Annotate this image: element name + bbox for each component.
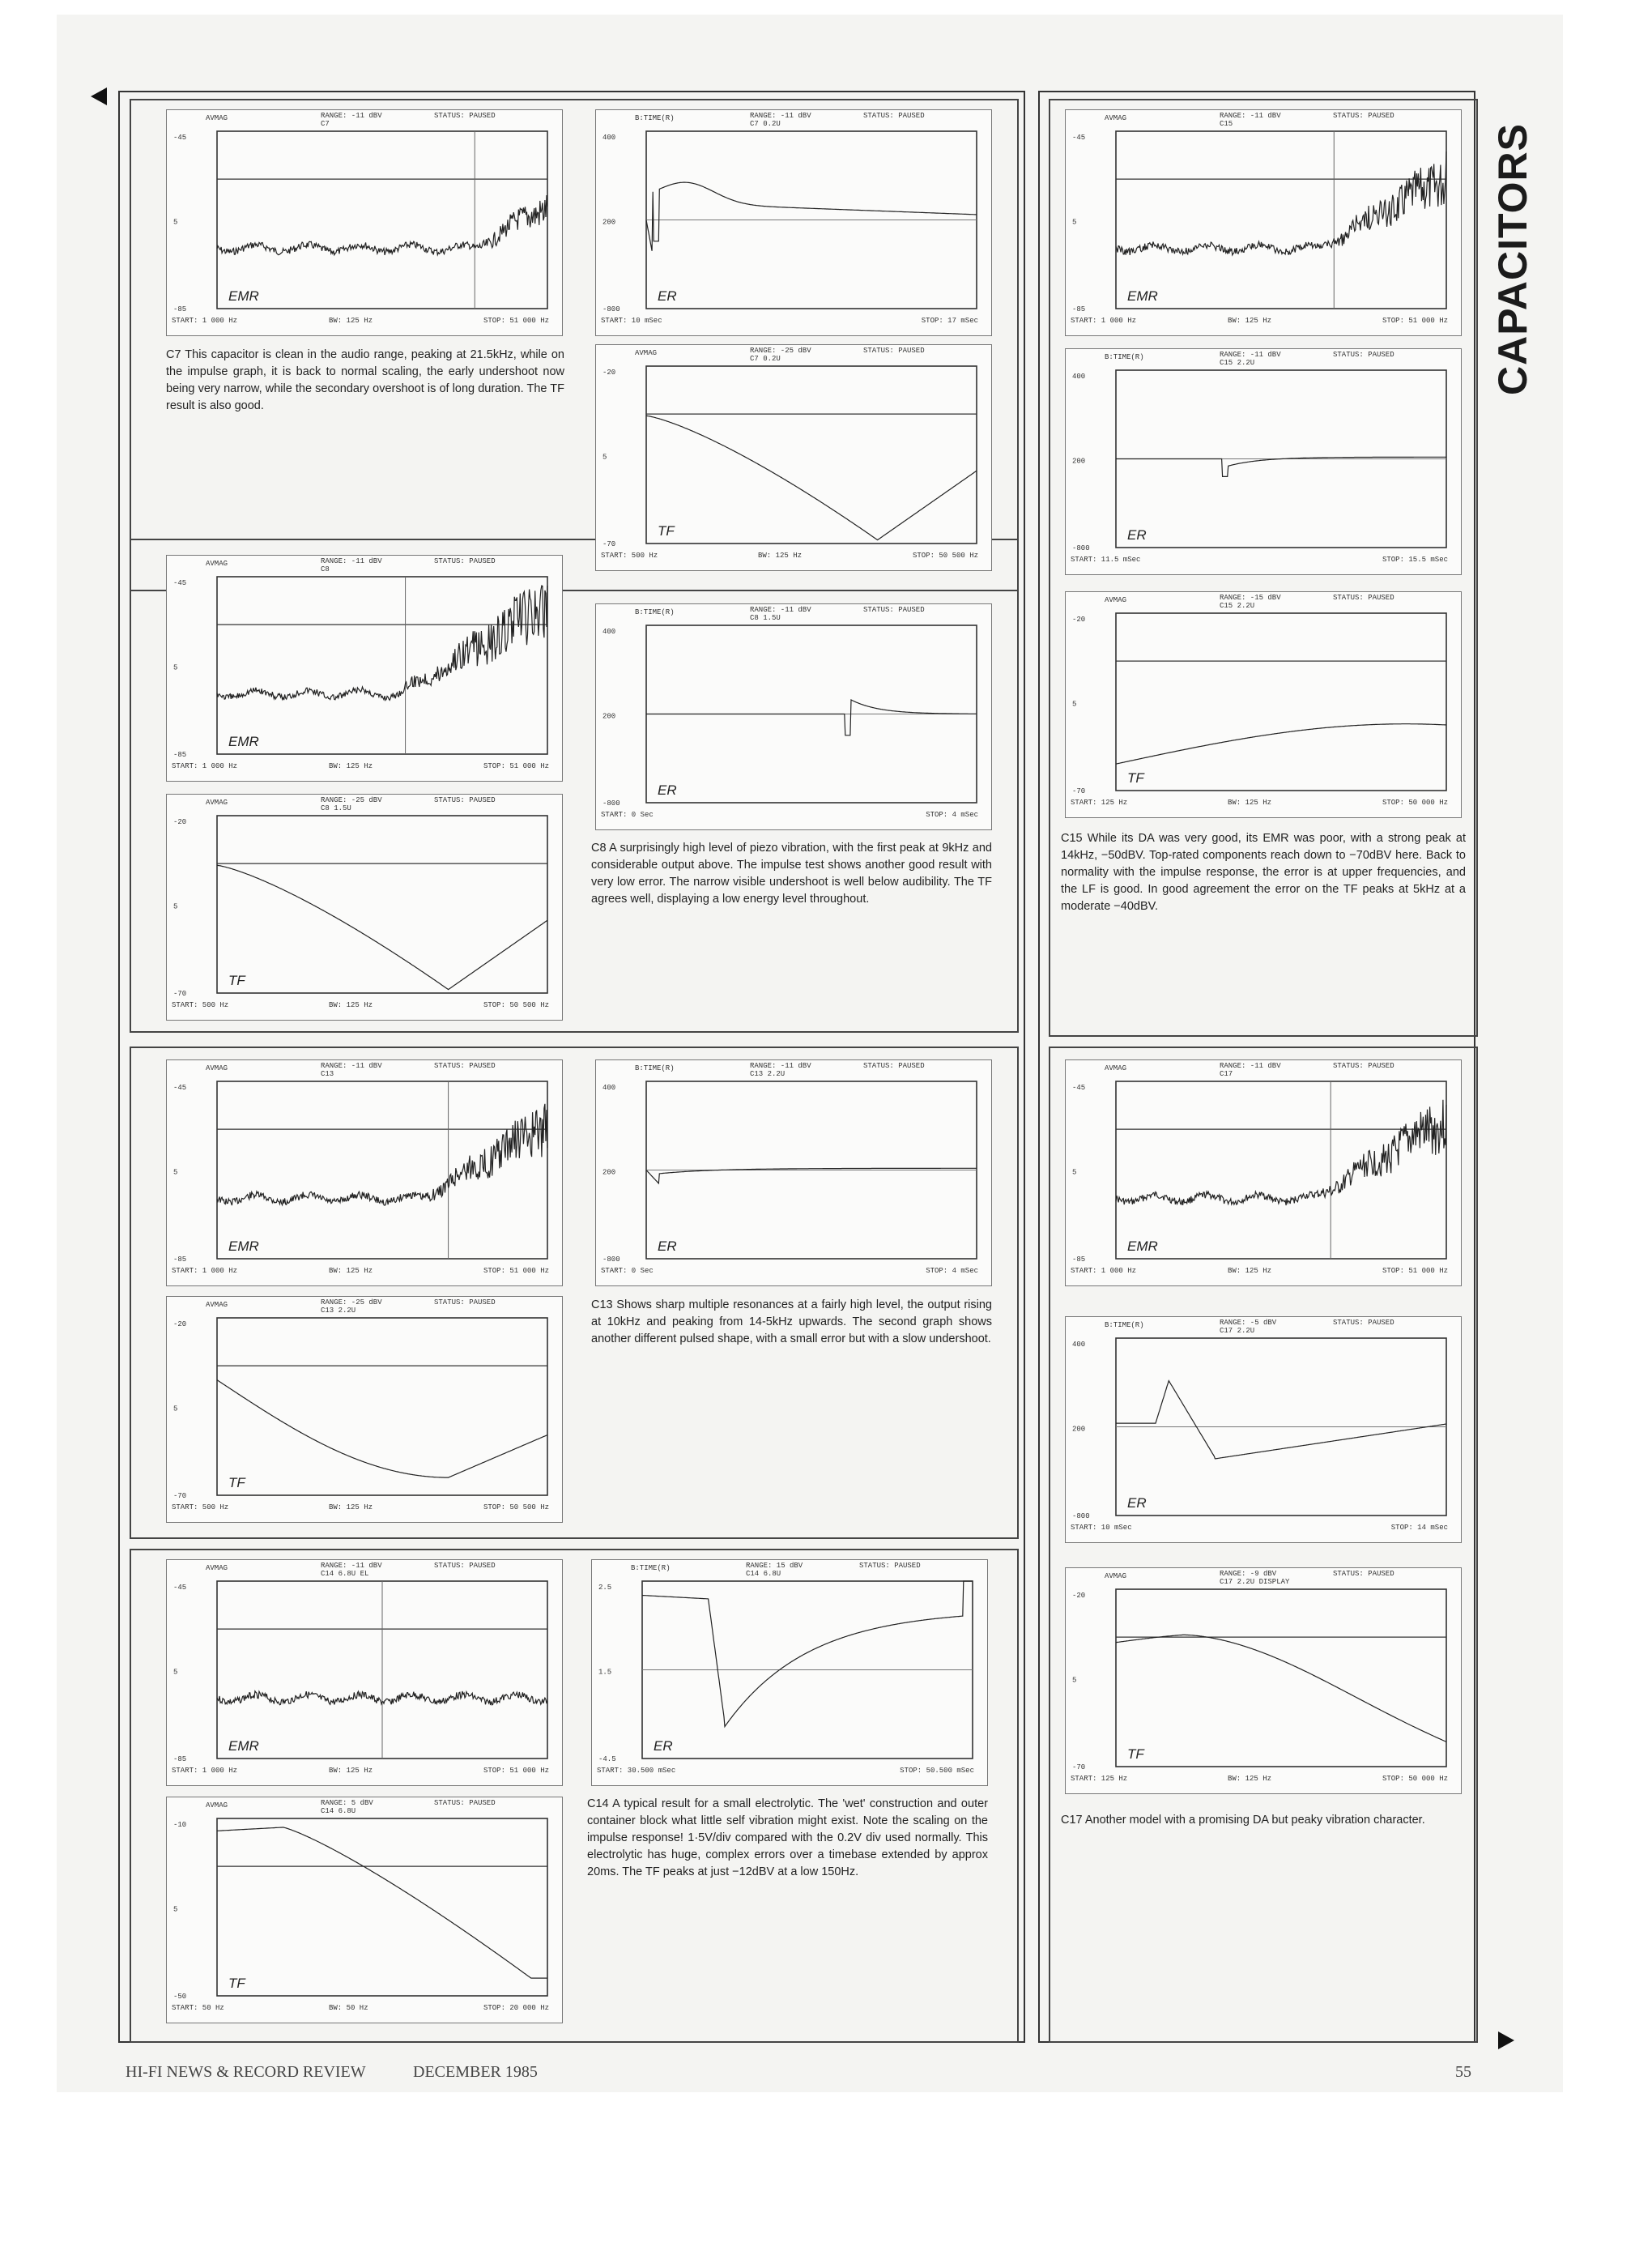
curve-label: ER bbox=[1127, 1495, 1147, 1511]
plot-header-range: RANGE: -25 dBV bbox=[321, 796, 382, 804]
x-stop-label: STOP: 50 500 Hz bbox=[912, 552, 978, 560]
response-trace bbox=[646, 416, 977, 539]
x-stop-label: STOP: 51 000 Hz bbox=[1382, 1267, 1448, 1275]
plot-header-mode: B:TIME(R) bbox=[635, 1064, 675, 1072]
x-start-label: START: 10 mSec bbox=[601, 317, 662, 325]
y-tick-top: -20 bbox=[173, 1320, 187, 1328]
plot-header-range: RANGE: -11 dBV bbox=[750, 112, 811, 120]
caption-c14: C14 A typical result for a small electrolytic. The 'wet' construction and outer container block what little self vibration might exist. Note the scaling on the impulse response! 1·5V/div compared with the 0.2V div used normally. This electrolytic has huge, complex errors over a timebase extended by approx 20ms. The TF peaks at just −12dBV at a low 150Hz. bbox=[587, 1797, 988, 1878]
y-tick-mid: 5 bbox=[1072, 218, 1077, 227]
y-tick-top: 400 bbox=[602, 134, 616, 142]
plot-header-status: STATUS: PAUSED bbox=[863, 112, 925, 120]
plot-header-mode: AVMAG bbox=[635, 349, 658, 357]
plot-header-mode: B:TIME(R) bbox=[631, 1564, 671, 1572]
x-start-label: START: 1 000 Hz bbox=[172, 1267, 238, 1275]
bandwidth-label: BW: 125 Hz bbox=[329, 762, 373, 770]
y-tick-bottom: -85 bbox=[1072, 305, 1086, 313]
plot-frame bbox=[217, 816, 547, 993]
y-tick-top: 400 bbox=[602, 628, 616, 636]
plot-header-mode: AVMAG bbox=[206, 1801, 228, 1810]
response-trace bbox=[646, 182, 977, 251]
plot-header-range: RANGE: -11 dBV bbox=[321, 1562, 382, 1570]
plot-header-mode: AVMAG bbox=[206, 1064, 228, 1072]
y-tick-mid: 5 bbox=[602, 453, 607, 462]
x-stop-label: STOP: 51 000 Hz bbox=[483, 317, 549, 325]
plot-header-id: C15 bbox=[1220, 120, 1233, 128]
y-tick-top: -45 bbox=[173, 579, 187, 587]
x-stop-label: STOP: 4 mSec bbox=[926, 811, 978, 819]
plot-header-range: RANGE: -11 dBV bbox=[750, 606, 811, 614]
plot-frame bbox=[217, 131, 547, 309]
plot-header-id: C13 2.2U bbox=[321, 1307, 356, 1315]
x-start-label: START: 11.5 mSec bbox=[1071, 556, 1141, 564]
curve-label: EMR bbox=[228, 1238, 259, 1254]
plot-header-status: STATUS: PAUSED bbox=[863, 606, 925, 614]
x-start-label: START: 1 000 Hz bbox=[172, 762, 238, 770]
bandwidth-label: BW: 125 Hz bbox=[329, 1503, 373, 1511]
x-stop-label: STOP: 51 000 Hz bbox=[483, 762, 549, 770]
y-tick-mid: 200 bbox=[1072, 457, 1086, 466]
plot-header-id: C7 0.2U bbox=[750, 355, 781, 363]
y-tick-mid: 1.5 bbox=[598, 1668, 612, 1677]
y-tick-bottom: -800 bbox=[602, 305, 620, 313]
response-trace bbox=[217, 1380, 547, 1478]
x-stop-label: STOP: 50 000 Hz bbox=[1382, 799, 1448, 807]
graph-c14-er bbox=[592, 1560, 989, 1787]
x-stop-label: STOP: 50.500 mSec bbox=[900, 1767, 974, 1775]
plot-header-id: C14 6.8U EL bbox=[321, 1570, 369, 1578]
x-start-label: START: 1 000 Hz bbox=[172, 317, 238, 325]
plot-c14-er bbox=[591, 1559, 988, 1786]
bandwidth-label: BW: 125 Hz bbox=[1228, 1775, 1272, 1783]
curve-label: ER bbox=[658, 782, 677, 798]
plot-header-id: C17 2.2U DISPLAY bbox=[1220, 1578, 1290, 1586]
plot-header-range: RANGE: 15 dBV bbox=[746, 1562, 803, 1570]
curve-label: EMR bbox=[1127, 288, 1158, 304]
plot-c8-tf bbox=[166, 794, 563, 1021]
y-tick-top: -20 bbox=[602, 369, 616, 377]
y-tick-mid: 200 bbox=[1072, 1425, 1086, 1434]
plot-c17-tf bbox=[1065, 1567, 1462, 1794]
curve-label: ER bbox=[654, 1738, 673, 1754]
graph-c17-tf bbox=[1066, 1568, 1463, 1795]
plot-header-status: STATUS: PAUSED bbox=[434, 557, 496, 565]
plot-frame bbox=[1116, 1589, 1446, 1767]
plot-header-mode: B:TIME(R) bbox=[635, 114, 675, 122]
plot-header-id: C14 6.8U bbox=[321, 1807, 356, 1815]
x-start-label: START: 500 Hz bbox=[172, 1001, 229, 1009]
bandwidth-label: BW: 125 Hz bbox=[758, 552, 803, 560]
plot-c15-tf bbox=[1065, 591, 1462, 818]
plot-header-id: C8 bbox=[321, 565, 330, 573]
plot-header-id: C7 0.2U bbox=[750, 120, 781, 128]
plot-c14-tf bbox=[166, 1797, 563, 2023]
plot-header-mode: AVMAG bbox=[206, 114, 228, 122]
plot-header-id: C15 2.2U bbox=[1220, 602, 1255, 610]
x-start-label: START: 50 Hz bbox=[172, 2004, 224, 2012]
plot-header-mode: AVMAG bbox=[1105, 1064, 1127, 1072]
response-trace bbox=[642, 1581, 973, 1727]
x-stop-label: STOP: 20 000 Hz bbox=[483, 2004, 549, 2012]
graph-c7-emr bbox=[167, 110, 564, 337]
bandwidth-label: BW: 125 Hz bbox=[1228, 317, 1272, 325]
y-tick-bottom: -800 bbox=[602, 799, 620, 808]
y-tick-mid: 200 bbox=[602, 712, 616, 721]
plot-header-status: STATUS: PAUSED bbox=[1333, 1570, 1394, 1578]
curve-label: ER bbox=[1127, 527, 1147, 543]
plot-header-mode: AVMAG bbox=[206, 1301, 228, 1309]
graph-c14-tf bbox=[167, 1797, 564, 2024]
caption-c7: C7 This capacitor is clean in the audio range, peaking at 21.5kHz, while on the impulse graph, it is back to normal scaling, the early undershoot now being very narrow, while the secondary overshoot is of long duration. The TF result is also good. bbox=[166, 348, 564, 412]
plot-header-mode: B:TIME(R) bbox=[1105, 353, 1144, 361]
y-tick-mid: 5 bbox=[173, 663, 178, 672]
y-tick-mid: 200 bbox=[602, 1168, 616, 1177]
curve-label: TF bbox=[658, 523, 675, 539]
bandwidth-label: BW: 125 Hz bbox=[1228, 1267, 1272, 1275]
y-tick-bottom: -85 bbox=[173, 751, 187, 759]
y-tick-top: -45 bbox=[173, 1084, 187, 1092]
x-stop-label: STOP: 51 000 Hz bbox=[483, 1267, 549, 1275]
graph-c8-tf bbox=[167, 795, 564, 1021]
x-start-label: START: 1 000 Hz bbox=[1071, 317, 1137, 325]
plot-header-id: C17 bbox=[1220, 1070, 1233, 1078]
response-trace bbox=[646, 1168, 977, 1183]
y-tick-bottom: -85 bbox=[173, 305, 187, 313]
plot-c13-er bbox=[595, 1059, 992, 1286]
plot-c7-emr bbox=[166, 109, 563, 336]
x-stop-label: STOP: 51 000 Hz bbox=[1382, 317, 1448, 325]
plot-header-mode: AVMAG bbox=[1105, 114, 1127, 122]
plot-header-range: RANGE: -11 dBV bbox=[321, 112, 382, 120]
plot-header-id: C13 2.2U bbox=[750, 1070, 786, 1078]
graph-c15-tf bbox=[1066, 592, 1463, 819]
curve-label: TF bbox=[228, 1475, 245, 1490]
response-trace bbox=[217, 865, 547, 989]
bandwidth-label: BW: 125 Hz bbox=[329, 317, 373, 325]
y-tick-bottom: -85 bbox=[173, 1256, 187, 1264]
plot-c7-tf bbox=[595, 344, 992, 571]
plot-header-status: STATUS: PAUSED bbox=[434, 1799, 496, 1807]
left-arrow-icon bbox=[91, 87, 107, 105]
y-tick-bottom: -70 bbox=[602, 540, 616, 548]
y-tick-mid: 5 bbox=[173, 1168, 178, 1177]
plot-c14-emr bbox=[166, 1559, 563, 1786]
y-tick-top: -20 bbox=[1072, 1592, 1086, 1600]
x-start-label: START: 10 mSec bbox=[1071, 1524, 1132, 1532]
plot-header-range: RANGE: -11 dBV bbox=[321, 557, 382, 565]
plot-c17-er bbox=[1065, 1316, 1462, 1543]
y-tick-mid: 5 bbox=[173, 218, 178, 227]
y-tick-bottom: -70 bbox=[173, 990, 187, 998]
footer-page-number: 55 bbox=[1455, 2063, 1471, 2081]
y-tick-bottom: -800 bbox=[602, 1256, 620, 1264]
x-start-label: START: 500 Hz bbox=[601, 552, 658, 560]
x-stop-label: STOP: 14 mSec bbox=[1390, 1524, 1448, 1532]
plot-header-status: STATUS: PAUSED bbox=[434, 1298, 496, 1307]
bandwidth-label: BW: 125 Hz bbox=[1228, 799, 1272, 807]
graph-c8-er bbox=[596, 604, 993, 831]
x-stop-label: STOP: 50 000 Hz bbox=[1382, 1775, 1448, 1783]
y-tick-top: -45 bbox=[173, 1584, 187, 1592]
y-tick-top: 400 bbox=[1072, 373, 1086, 381]
y-tick-bottom: -70 bbox=[1072, 787, 1086, 795]
x-stop-label: STOP: 17 mSec bbox=[921, 317, 978, 325]
plot-header-status: STATUS: PAUSED bbox=[1333, 1319, 1394, 1327]
plot-header-range: RANGE: -11 dBV bbox=[750, 1062, 811, 1070]
x-stop-label: STOP: 4 mSec bbox=[926, 1267, 978, 1275]
bandwidth-label: BW: 125 Hz bbox=[329, 1267, 373, 1275]
x-start-label: START: 0 Sec bbox=[601, 1267, 654, 1275]
plot-header-id: C17 2.2U bbox=[1220, 1327, 1255, 1335]
plot-header-id: C14 6.8U bbox=[746, 1570, 781, 1578]
graph-c15-er bbox=[1066, 349, 1463, 576]
graph-c8-emr bbox=[167, 556, 564, 782]
plot-header-mode: AVMAG bbox=[206, 799, 228, 807]
plot-header-range: RANGE: -25 dBV bbox=[750, 347, 811, 355]
y-tick-bottom: -85 bbox=[173, 1755, 187, 1763]
graph-c17-emr bbox=[1066, 1060, 1463, 1287]
y-tick-mid: 5 bbox=[1072, 1676, 1077, 1685]
plot-header-mode: AVMAG bbox=[1105, 596, 1127, 604]
plot-frame bbox=[217, 577, 547, 754]
response-trace bbox=[646, 700, 977, 735]
footer-publication: HI-FI NEWS & RECORD REVIEW bbox=[126, 2063, 366, 2081]
plot-header-status: STATUS: PAUSED bbox=[1333, 1062, 1394, 1070]
plot-header-status: STATUS: PAUSED bbox=[1333, 594, 1394, 602]
y-tick-top: -20 bbox=[1072, 616, 1086, 624]
x-start-label: START: 125 Hz bbox=[1071, 1775, 1128, 1783]
y-tick-mid: 200 bbox=[602, 218, 616, 227]
caption-c8: C8 A surprisingly high level of piezo vibration, with the first peak at 9kHz and considerable output above. The impulse test shows another good result with very low error. The narrow visible undershoot is well below audibility. The TF agrees well, displaying a low energy level throughout. bbox=[591, 842, 992, 906]
plot-header-status: STATUS: PAUSED bbox=[1333, 112, 1394, 120]
graph-c13-er bbox=[596, 1060, 993, 1287]
curve-label: EMR bbox=[228, 734, 259, 749]
y-tick-mid: 5 bbox=[173, 902, 178, 911]
plot-header-mode: AVMAG bbox=[206, 560, 228, 568]
x-stop-label: STOP: 50 500 Hz bbox=[483, 1503, 549, 1511]
plot-header-status: STATUS: PAUSED bbox=[434, 112, 496, 120]
plot-c13-emr bbox=[166, 1059, 563, 1286]
plot-header-range: RANGE: -15 dBV bbox=[1220, 594, 1281, 602]
y-tick-top: -45 bbox=[173, 134, 187, 142]
plot-header-id: C15 2.2U bbox=[1220, 359, 1255, 367]
graph-c7-tf bbox=[596, 345, 993, 572]
curve-label: EMR bbox=[228, 288, 259, 304]
plot-header-status: STATUS: PAUSED bbox=[434, 1562, 496, 1570]
plot-header-status: STATUS: PAUSED bbox=[434, 796, 496, 804]
y-tick-top: -10 bbox=[173, 1821, 187, 1829]
plot-c7-er bbox=[595, 109, 992, 336]
plot-header-id: C8 1.5U bbox=[750, 614, 781, 622]
curve-label: ER bbox=[658, 1238, 677, 1254]
x-start-label: START: 0 Sec bbox=[601, 811, 654, 819]
plot-header-range: RANGE: -11 dBV bbox=[1220, 351, 1281, 359]
response-trace bbox=[1116, 151, 1446, 255]
graph-c17-er bbox=[1066, 1317, 1463, 1544]
plot-header-range: RANGE: -9 dBV bbox=[1220, 1570, 1277, 1578]
plot-header-status: STATUS: PAUSED bbox=[859, 1562, 921, 1570]
plot-c8-er bbox=[595, 603, 992, 830]
x-start-label: START: 1 000 Hz bbox=[1071, 1267, 1137, 1275]
response-trace bbox=[217, 1104, 547, 1205]
response-trace bbox=[217, 1827, 547, 1978]
plot-c15-er bbox=[1065, 348, 1462, 575]
y-tick-bottom: -70 bbox=[173, 1492, 187, 1500]
plot-header-range: RANGE: -5 dBV bbox=[1220, 1319, 1277, 1327]
response-trace bbox=[1116, 457, 1446, 476]
plot-header-range: RANGE: -11 dBV bbox=[321, 1062, 382, 1070]
plot-frame bbox=[1116, 613, 1446, 791]
y-tick-bottom: -800 bbox=[1072, 544, 1090, 552]
y-tick-top: 400 bbox=[1072, 1341, 1086, 1349]
plot-frame bbox=[1116, 1081, 1446, 1259]
plot-header-range: RANGE: -11 dBV bbox=[1220, 1062, 1281, 1070]
caption-c13: C13 Shows sharp multiple resonances at a fairly high level, the output rising at 10kHz and peaking from 14-5kHz upwards. The second graph shows another different pulsed shape, with a small error but with a slow undershoot. bbox=[591, 1298, 992, 1345]
y-tick-bottom: -800 bbox=[1072, 1512, 1090, 1520]
plot-header-mode: AVMAG bbox=[1105, 1572, 1127, 1580]
caption-c15: C15 While its DA was very good, its EMR was poor, with a strong peak at 14kHz, −50dBV. Top-rated components reach down to −70dBV here. Back to normality with the impulse response, the error is at upper frequencies, and the LF is good. In good agreement the error on the TF peaks at 5kHz at a moderate −40dBV. bbox=[1061, 832, 1466, 913]
plot-header-status: STATUS: PAUSED bbox=[863, 1062, 925, 1070]
plot-header-range: RANGE: 5 dBV bbox=[321, 1799, 373, 1807]
y-tick-mid: 5 bbox=[173, 1905, 178, 1914]
response-trace bbox=[1116, 1100, 1446, 1205]
y-tick-mid: 5 bbox=[173, 1668, 178, 1677]
curve-label: TF bbox=[228, 973, 245, 988]
plot-c8-emr bbox=[166, 555, 563, 782]
plot-frame bbox=[217, 1318, 547, 1495]
plot-c15-emr bbox=[1065, 109, 1462, 336]
x-start-label: START: 500 Hz bbox=[172, 1503, 229, 1511]
y-tick-top: -45 bbox=[1072, 1084, 1086, 1092]
plot-header-status: STATUS: PAUSED bbox=[1333, 351, 1394, 359]
y-tick-top: -45 bbox=[1072, 134, 1086, 142]
y-tick-mid: 5 bbox=[173, 1405, 178, 1413]
plot-header-range: RANGE: -11 dBV bbox=[1220, 112, 1281, 120]
bandwidth-label: BW: 125 Hz bbox=[329, 1767, 373, 1775]
y-tick-bottom: -4.5 bbox=[598, 1755, 616, 1763]
bandwidth-label: BW: 50 Hz bbox=[329, 2004, 368, 2012]
y-tick-top: 2.5 bbox=[598, 1584, 612, 1592]
x-start-label: START: 30.500 mSec bbox=[597, 1767, 676, 1775]
section-title: CAPACITORS bbox=[1490, 123, 1535, 395]
y-tick-bottom: -50 bbox=[173, 1993, 187, 2001]
y-tick-top: -20 bbox=[173, 818, 187, 826]
y-tick-bottom: -70 bbox=[1072, 1763, 1086, 1771]
plot-c13-tf bbox=[166, 1296, 563, 1523]
y-tick-mid: 5 bbox=[1072, 700, 1077, 709]
caption-c17: C17 Another model with a promising DA but peaky vibration character. bbox=[1061, 1814, 1425, 1827]
plot-header-mode: B:TIME(R) bbox=[635, 608, 675, 616]
x-stop-label: STOP: 15.5 mSec bbox=[1382, 556, 1448, 564]
plot-header-id: C13 bbox=[321, 1070, 334, 1078]
curve-label: EMR bbox=[228, 1738, 259, 1754]
plot-header-status: STATUS: PAUSED bbox=[863, 347, 925, 355]
graph-c13-tf bbox=[167, 1297, 564, 1524]
plot-header-range: RANGE: -25 dBV bbox=[321, 1298, 382, 1307]
y-tick-bottom: -85 bbox=[1072, 1256, 1086, 1264]
plot-frame bbox=[217, 1081, 547, 1259]
right-arrow-icon bbox=[1498, 2031, 1514, 2049]
graph-c14-emr bbox=[167, 1560, 564, 1787]
response-trace bbox=[1116, 1635, 1446, 1742]
response-trace bbox=[217, 195, 547, 255]
x-start-label: START: 1 000 Hz bbox=[172, 1767, 238, 1775]
plot-frame bbox=[646, 366, 977, 544]
graph-c13-emr bbox=[167, 1060, 564, 1287]
plot-c17-emr bbox=[1065, 1059, 1462, 1286]
y-tick-top: 400 bbox=[602, 1084, 616, 1092]
bandwidth-label: BW: 125 Hz bbox=[329, 1001, 373, 1009]
x-stop-label: STOP: 50 500 Hz bbox=[483, 1001, 549, 1009]
plot-header-mode: B:TIME(R) bbox=[1105, 1321, 1144, 1329]
footer-date: DECEMBER 1985 bbox=[413, 2063, 538, 2081]
curve-label: EMR bbox=[1127, 1238, 1158, 1254]
plot-frame bbox=[217, 1818, 547, 1996]
response-trace bbox=[1116, 724, 1446, 765]
graph-c15-emr bbox=[1066, 110, 1463, 337]
y-tick-mid: 5 bbox=[1072, 1168, 1077, 1177]
x-start-label: START: 125 Hz bbox=[1071, 799, 1128, 807]
response-trace bbox=[1116, 1381, 1446, 1459]
curve-label: TF bbox=[1127, 1746, 1144, 1762]
curve-label: ER bbox=[658, 288, 677, 304]
curve-label: TF bbox=[1127, 770, 1144, 786]
plot-header-id: C7 bbox=[321, 120, 330, 128]
curve-label: TF bbox=[228, 1976, 245, 1991]
x-stop-label: STOP: 51 000 Hz bbox=[483, 1767, 549, 1775]
plot-header-mode: AVMAG bbox=[206, 1564, 228, 1572]
plot-header-id: C8 1.5U bbox=[321, 804, 351, 812]
plot-header-status: STATUS: PAUSED bbox=[434, 1062, 496, 1070]
graph-c7-er bbox=[596, 110, 993, 337]
response-trace bbox=[217, 586, 547, 701]
